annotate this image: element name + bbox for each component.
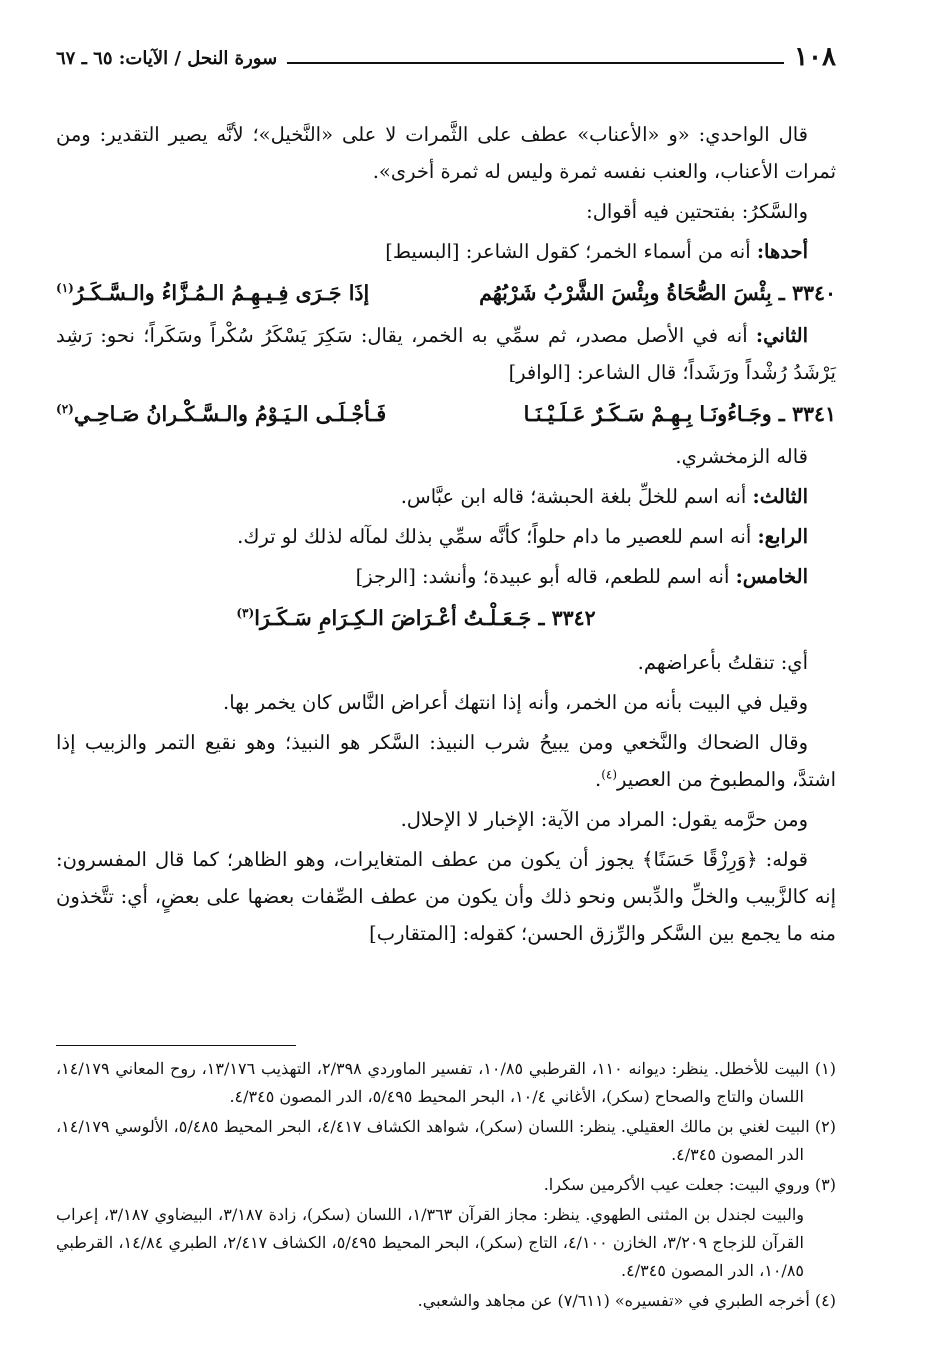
- page-number: ١٠٨: [794, 42, 836, 72]
- footnote-3: (٣) وروي البيت: جعلت عيب الأكرمين سكرا.: [543, 1175, 836, 1194]
- opinion-label: الثاني:: [755, 324, 808, 347]
- paragraph-rizq-hasan: قوله: ﴿وَرِزْقًا حَسَنًا﴾ يجوز أن يكون من عطف المتغايرات، وهو الظاهر؛ كما قال المفسرون: إنه كالزَّبيب والخلِّ والدِّبس ونحو ذلك وأن يكون من عطف الصِّفات بعضها على بعضٍ، أي: تتَّخذون منه ما يجمع بين السَّكر والرِّزق الحسن؛ كقوله: [المتقارب]: [56, 848, 836, 945]
- opinion-text: أنه اسم للطعم، قاله أبو عبيدة؛ وأنشد: [الرجز]: [355, 565, 736, 588]
- running-head: [56, 30, 836, 70]
- paragraph-first-opinion: [56, 233, 836, 270]
- paragraph-wahidi: قال الواحدي: «و «الأعناب» عطف على الثَّمرات لا على «النَّخيل»؛ لأنَّه يصير التقدير: ومن ثمرات الأعناب، والعنب نفسه ثمرة وليس له ثمرة أخرى».: [56, 123, 836, 183]
- opinion-text: أنه اسم للخلِّ بلغة الحبشة؛ قاله ابن عبَّاس.: [400, 485, 753, 508]
- footnote-2: (٢) البيت لغني بن مالك العقيلي. ينظر: اللسان (سكر)، شواهد الكشاف ٤/٤١٧، البحر المحيط ٥/٤٨٥، الألوسي ١٤/١٧٩، الدر المصون ٤/٣٤٥.: [56, 1117, 837, 1164]
- verse-first-hemistich: ٣٣٤١ ـ وجَـاءُونَـا بِـهِـمْ سَـكَـرٌ عَـلَـيْـنَـا: [523, 402, 836, 426]
- main-text: [56, 116, 836, 952]
- opinion-text: أنه اسم للعصير ما دام حلواً؛ كأنَّه سمِّي بذلك لمآله لذلك لو ترك.: [237, 525, 758, 548]
- paragraph-nabidh: [56, 724, 836, 798]
- verse-text: ٣٣٤٢ ـ جَـعَـلْـتُ أعْـرَاضَ الـكِـرَامِ سَـكَـرَا: [254, 606, 596, 630]
- paragraph-prohibition: ومن حرَّمه يقول: المراد من الآية: الإخبار لا الإحلال.: [400, 808, 808, 831]
- footnote-ref: (٣): [236, 606, 255, 621]
- verse-3340: [56, 273, 836, 313]
- header-rule: [287, 62, 784, 64]
- footnote-ref: (٤): [601, 767, 618, 782]
- verse-second-hemistich-text: فَـأجْـلَـى الـيَـوْمُ والـسَّـكْـرانُ صَـاحِـي: [73, 402, 387, 426]
- footnote-separator: [56, 1045, 296, 1046]
- footnotes: [56, 1055, 836, 1317]
- verse-3342: [56, 598, 836, 638]
- paragraph-nabidh-end: .: [595, 768, 602, 791]
- footnote-1: (١) البيت للأخطل. ينظر: ديوانه ١١٠، القرطبي ١٠/٨٥، تفسير الماوردي ٢/٣٩٨، التهذيب ١٣/١٧٦، روح المعاني ١٤/١٧٩، اللسان والتاج والصحاح (سكر)، الأغاني ١٠/٤، البحر المحيط ٥/٤٩٥، الدر المصون ٤/٣٤٥.: [56, 1059, 837, 1106]
- paragraph-fourth-opinion: [56, 518, 836, 555]
- opinion-text: أنه من أسماء الخمر؛ كقول الشاعر: [البسيط]: [385, 240, 757, 263]
- paragraph-third-opinion: [56, 478, 836, 515]
- verse-second-hemistich: [56, 273, 369, 313]
- opinion-label: الخامس:: [735, 565, 808, 588]
- opinion-label: الرابع:: [757, 525, 808, 548]
- footnote-3-continuation: والبيت لجندل بن المثنى الطهوي. ينظر: مجاز القرآن ١/٣٦٣، اللسان (سكر)، زادة ٣/١٨٧، البيضاوي ٣/١٨٧، إعراب القرآن للزجاج ٣/٢٠٩، الخازن ٤/١٠٠، التاج (سكر)، البحر المحيط ٥/٤٩٥، الكشاف ٢/٤١٧، الطبري ١٤/٨٤، القرطبي ١٠/٨٥، الدر المصون ٤/٣٤٥.: [56, 1205, 805, 1280]
- paragraph-sakar-intro: والسَّكرُ: بفتحتين فيه أقوال:: [586, 200, 808, 223]
- verse-second-hemistich-text: إذَا جَـرَى فِـيـهِـمُ الـمُـزَّاءُ والـسَّـكَـرُ: [73, 281, 370, 305]
- running-title: سورة النحل / الآيات: ٦٥ ـ ٦٧: [56, 48, 278, 70]
- paragraph-fifth-opinion: [56, 558, 836, 595]
- verse-second-hemistich: [56, 394, 386, 434]
- book-page: [56, 30, 836, 1340]
- footnote-ref: (١): [56, 281, 74, 296]
- paragraph-nabidh-text: وقال الضحاك والنَّخعي ومن يبيحُ شرب النبيذ: السَّكر هو النبيذ؛ وهو نقيع التمر والزبيب إذا اشتدَّ، والمطبوخ من العصير: [56, 731, 836, 791]
- paragraph-wine-opinion: وقيل في البيت بأنه من الخمر، وأنه إذا انتهك أعراض النَّاس كان يخمر بها.: [223, 691, 808, 714]
- paragraph-zamakhshari: قاله الزمخشري.: [675, 445, 808, 468]
- opinion-label: الثالث:: [752, 485, 808, 508]
- paragraph-second-opinion: [56, 317, 836, 391]
- footnote-4: (٤) أخرجه الطبري في «تفسيره» (٧/٦١١) عن مجاهد والشعبي.: [417, 1291, 836, 1310]
- opinion-text: أنه في الأصل مصدر، ثم سمِّي به الخمر، يقال: سَكِرَ يَسْكَرُ سُكْراً وسَكَراً؛ نحو: رَشِد يَرْشَدُ رُشْداً ورَشَداً؛ قال الشاعر: [الوافر]: [56, 324, 836, 384]
- verse-3341: [56, 394, 836, 434]
- opinion-label: أحدها:: [756, 240, 808, 263]
- verse-first-hemistich: ٣٣٤٠ ـ بِئْسَ الصُّحَاةُ وبِئْسَ الشَّرْبُ شَرْبُهُم: [479, 281, 836, 305]
- paragraph-meaning: أي: تنقلتُ بأعراضهم.: [637, 651, 808, 674]
- footnote-ref: (٢): [56, 402, 74, 417]
